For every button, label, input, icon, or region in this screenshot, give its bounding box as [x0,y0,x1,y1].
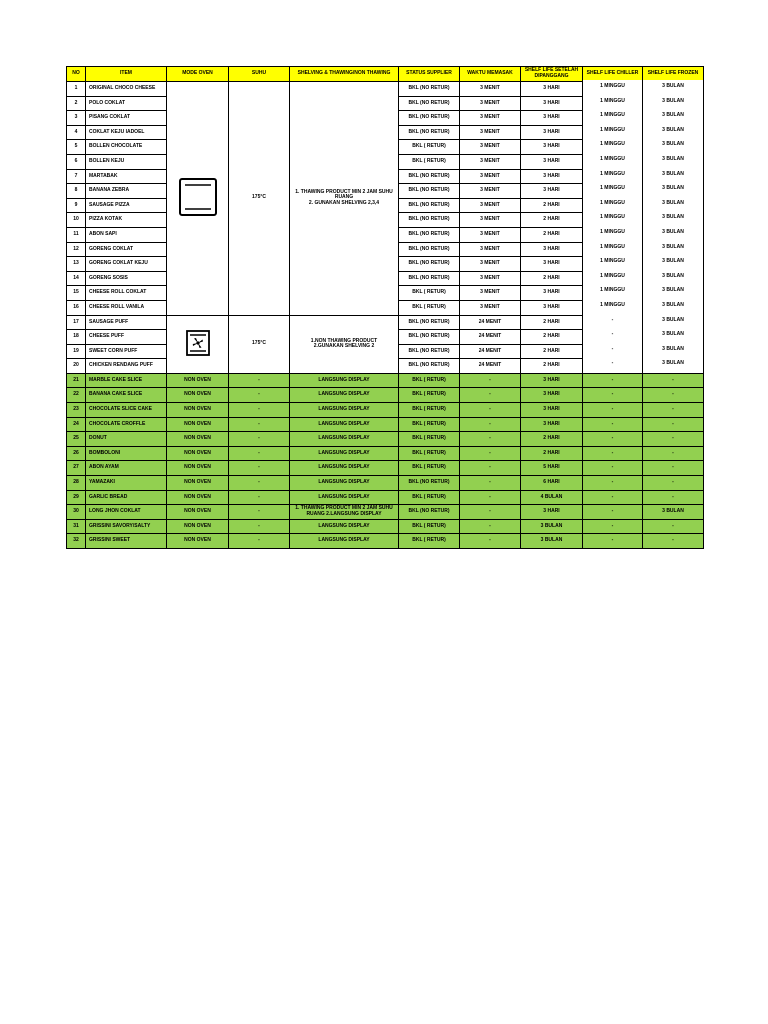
header-shelf-life-baked: SHELF LIFE SETELAH DIPANGGANG [521,67,583,82]
cell-no: 17 [67,315,86,330]
cell-shelf-life-chiller: 1 MINGGU [583,284,643,299]
cell-status-supplier: BKL (NO RETUR) [399,213,460,228]
cell-shelving: LANGSUNG DISPLAY [290,490,399,505]
cell-waktu-memasak: 24 MENIT [460,315,521,330]
cell-shelf-life-frozen: 3 BULAN [643,284,704,299]
cell-no: 21 [67,373,86,388]
cell-suhu: - [229,417,290,432]
cell-status-supplier: BKL ( RETUR) [399,432,460,447]
cell-waktu-memasak: 3 MENIT [460,257,521,272]
cell-shelf-life-chiller: 1 MINGGU [583,182,643,197]
cell-item: SWEET CORN PUFF [86,344,167,359]
header-shelving: SHELVING & THAWING/NON THAWING [290,67,399,82]
cell-mode-oven: NON OVEN [167,432,229,447]
cell-item: CHICKEN RENDANG PUFF [86,359,167,374]
cell-shelf-life-baked: 2 HARI [521,446,583,461]
cell-no: 7 [67,169,86,184]
cell-item: MARBLE CAKE SLICE [86,373,167,388]
cell-shelf-life-baked: 3 HARI [521,505,583,520]
cell-shelf-life-chiller: - [583,490,643,505]
cell-item: CHEESE PUFF [86,330,167,345]
cell-no: 15 [67,286,86,301]
cell-no: 13 [67,257,86,272]
cell-mode-oven: NON OVEN [167,388,229,403]
cell-status-supplier: BKL (NO RETUR) [399,96,460,111]
cell-shelf-life-chiller: - [583,432,643,447]
cell-shelf-life-baked: 2 HARI [521,315,583,330]
cell-shelf-life-baked: 3 HARI [521,257,583,272]
cell-shelf-life-chiller: - [583,342,643,357]
cell-no: 29 [67,490,86,505]
table-row [67,446,704,461]
cell-shelf-life-frozen: 3 BULAN [643,80,704,95]
cell-mode-oven: NON OVEN [167,476,229,491]
cell-mode-oven: NON OVEN [167,417,229,432]
cell-shelf-life-baked: 3 HARI [521,169,583,184]
cell-shelf-life-frozen: 3 BULAN [643,240,704,255]
cell-suhu: - [229,490,290,505]
cell-shelving-group: 1.NON THAWING PRODUCT 2.GUNAKAN SHELVING 2 [290,315,399,373]
cell-shelf-life-frozen: 3 BULAN [643,211,704,226]
cell-no: 30 [67,505,86,520]
cell-shelf-life-chiller: - [583,357,643,372]
cell-shelf-life-frozen: 3 BULAN [643,269,704,284]
cell-waktu-memasak: 3 MENIT [460,271,521,286]
cell-suhu: - [229,519,290,534]
header-suhu: SUHU [229,67,290,82]
cell-item: GORENG SOSIS [86,271,167,286]
cell-no: 26 [67,446,86,461]
cell-shelf-life-baked: 3 HARI [521,388,583,403]
cell-shelf-life-frozen: 3 BULAN [643,342,704,357]
table-body [67,82,704,549]
cell-status-supplier: BKL (NO RETUR) [399,257,460,272]
cell-waktu-memasak: 3 MENIT [460,213,521,228]
cell-waktu-memasak: 3 MENIT [460,242,521,257]
header-waktu-memasak: WAKTU MEMASAK [460,67,521,82]
cell-item: SAUSAGE PUFF [86,315,167,330]
cell-waktu-memasak: 3 MENIT [460,125,521,140]
cell-shelf-life-baked: 3 BULAN [521,519,583,534]
cell-status-supplier: BKL (NO RETUR) [399,125,460,140]
cell-mode-oven-group [167,82,229,316]
cell-status-supplier: BKL ( RETUR) [399,446,460,461]
cell-item: PISANG COKLAT [86,111,167,126]
cell-status-supplier: BKL ( RETUR) [399,519,460,534]
cell-waktu-memasak: 3 MENIT [460,140,521,155]
cell-suhu: - [229,432,290,447]
cell-shelf-life-frozen: - [643,461,704,476]
cell-waktu-memasak: - [460,403,521,418]
cell-suhu: - [229,388,290,403]
cell-status-supplier: BKL (NO RETUR) [399,330,460,345]
cell-shelf-life-chiller: - [583,313,643,328]
cell-no: 9 [67,198,86,213]
cell-shelf-life-frozen: - [643,534,704,549]
cell-mode-oven-group [167,315,229,373]
cell-shelf-life-baked: 3 HARI [521,96,583,111]
cell-no: 16 [67,300,86,315]
cell-item: BOLLEN KEJU [86,154,167,169]
cell-item: POLO COKLAT [86,96,167,111]
cell-shelf-life-baked: 3 HARI [521,111,583,126]
cell-shelf-life-baked: 2 HARI [521,344,583,359]
cell-item: DONUT [86,432,167,447]
cell-no: 5 [67,140,86,155]
cell-status-supplier: BKL (NO RETUR) [399,271,460,286]
cell-shelf-life-baked: 2 HARI [521,432,583,447]
cell-status-supplier: BKL (NO RETUR) [399,227,460,242]
header-no: NO [67,67,86,82]
cell-waktu-memasak: 24 MENIT [460,330,521,345]
cell-no: 20 [67,359,86,374]
cell-no: 10 [67,213,86,228]
cell-item: GORENG COKLAT KEJU [86,257,167,272]
cell-shelf-life-frozen: 3 BULAN [643,225,704,240]
cell-shelf-life-frozen: 3 BULAN [643,109,704,124]
header-item: ITEM [86,67,167,82]
cell-shelf-life-frozen: 3 BULAN [643,123,704,138]
cell-waktu-memasak: 3 MENIT [460,227,521,242]
cell-shelf-life-chiller: 1 MINGGU [583,240,643,255]
cell-item: ABON AYAM [86,461,167,476]
cell-mode-oven: NON OVEN [167,505,229,520]
cell-shelf-life-baked: 3 HARI [521,417,583,432]
cell-shelf-life-chiller: - [583,461,643,476]
cell-shelf-life-frozen: 3 BULAN [643,196,704,211]
cell-status-supplier: BKL (NO RETUR) [399,476,460,491]
cell-waktu-memasak: - [460,505,521,520]
cell-no: 12 [67,242,86,257]
cell-no: 8 [67,184,86,199]
cell-shelf-life-baked: 3 HARI [521,184,583,199]
cell-waktu-memasak: - [460,461,521,476]
cell-suhu: - [229,534,290,549]
cell-shelf-life-frozen: 3 BULAN [643,94,704,109]
table-row [67,373,704,388]
cell-shelf-life-frozen: 3 BULAN [643,313,704,328]
cell-item: YAMAZAKI [86,476,167,491]
cell-shelf-life-frozen: - [643,432,704,447]
cell-status-supplier: BKL (NO RETUR) [399,111,460,126]
cell-item: CHOCOLATE CROFFLE [86,417,167,432]
cell-status-supplier: BKL (NO RETUR) [399,344,460,359]
cell-item: COKLAT KEJU IADOEL [86,125,167,140]
cell-item: BANANA ZEBRA [86,184,167,199]
cell-mode-oven: NON OVEN [167,534,229,549]
cell-item: CHEESE ROLL VANILA [86,300,167,315]
header-shelf-life-chiller: SHELF LIFE CHILLER [583,67,643,82]
cell-status-supplier: BKL ( RETUR) [399,373,460,388]
cell-no: 25 [67,432,86,447]
cell-no: 18 [67,330,86,345]
cell-status-supplier: BKL ( RETUR) [399,154,460,169]
header-status-supplier: STATUS SUPPLIER [399,67,460,82]
cell-shelf-life-chiller: 1 MINGGU [583,196,643,211]
cell-shelf-life-baked: 3 HARI [521,154,583,169]
cell-shelf-life-baked: 2 HARI [521,213,583,228]
cell-waktu-memasak: - [460,519,521,534]
cell-shelf-life-chiller: 1 MINGGU [583,109,643,124]
cell-shelf-life-baked: 2 HARI [521,198,583,213]
cell-shelf-life-baked: 6 HARI [521,476,583,491]
cell-waktu-memasak: 3 MENIT [460,286,521,301]
table-row [67,476,704,491]
cell-waktu-memasak: - [460,373,521,388]
cell-no: 3 [67,111,86,126]
cell-mode-oven: NON OVEN [167,446,229,461]
cell-shelf-life-baked: 3 HARI [521,125,583,140]
cell-status-supplier: BKL (NO RETUR) [399,184,460,199]
cell-shelf-life-frozen: 3 BULAN [643,357,704,372]
cell-no: 24 [67,417,86,432]
cell-status-supplier: BKL ( RETUR) [399,490,460,505]
cell-shelving: LANGSUNG DISPLAY [290,476,399,491]
cell-shelf-life-baked: 3 HARI [521,403,583,418]
cell-no: 19 [67,344,86,359]
table-row [67,505,704,520]
table-row [67,432,704,447]
cell-shelf-life-baked: 3 HARI [521,286,583,301]
cell-shelf-life-frozen: - [643,373,704,388]
cell-no: 27 [67,461,86,476]
cell-shelf-life-chiller: 1 MINGGU [583,138,643,153]
cell-shelf-life-frozen: - [643,476,704,491]
cell-shelf-life-baked: 2 HARI [521,227,583,242]
cell-shelf-life-baked: 2 HARI [521,330,583,345]
cell-shelf-life-frozen: 3 BULAN [643,505,704,520]
cell-shelving: LANGSUNG DISPLAY [290,403,399,418]
cell-item: CHOCOLATE SLICE CAKE [86,403,167,418]
cell-item: LONG JHON COKLAT [86,505,167,520]
cell-shelf-life-baked: 3 BULAN [521,534,583,549]
cell-item: ORIGINAL CHOCO CHEESE [86,82,167,97]
cell-item: MARTABAK [86,169,167,184]
cell-shelf-life-baked: 3 HARI [521,242,583,257]
cell-status-supplier: BKL (NO RETUR) [399,242,460,257]
cell-status-supplier: BKL (NO RETUR) [399,169,460,184]
cell-no: 31 [67,519,86,534]
cell-shelf-life-frozen: 3 BULAN [643,298,704,313]
cell-shelf-life-chiller: 1 MINGGU [583,123,643,138]
cell-shelf-life-chiller: - [583,403,643,418]
cell-shelf-life-frozen: - [643,490,704,505]
cell-shelving: LANGSUNG DISPLAY [290,519,399,534]
table-row [67,534,704,549]
cell-shelf-life-chiller: - [583,388,643,403]
cell-shelving: LANGSUNG DISPLAY [290,461,399,476]
cell-status-supplier: BKL ( RETUR) [399,417,460,432]
cell-shelf-life-chiller: 1 MINGGU [583,152,643,167]
cell-shelving: LANGSUNG DISPLAY [290,373,399,388]
cell-waktu-memasak: 24 MENIT [460,359,521,374]
cell-waktu-memasak: - [460,534,521,549]
cell-suhu: - [229,505,290,520]
cell-shelf-life-chiller: 1 MINGGU [583,80,643,95]
cell-shelf-life-chiller: - [583,534,643,549]
cell-waktu-memasak: 24 MENIT [460,344,521,359]
cell-no: 2 [67,96,86,111]
cell-shelving-group: 1. THAWING PRODUCT MIN 2 JAM SUHU RUANG 2. GUNAKAN SHELVING 2,3,4 [290,82,399,316]
cell-shelf-life-baked: 3 HARI [521,82,583,97]
cell-no: 22 [67,388,86,403]
cell-waktu-memasak: 3 MENIT [460,82,521,97]
cell-item: PIZZA KOTAK [86,213,167,228]
cell-no: 32 [67,534,86,549]
cell-shelving: LANGSUNG DISPLAY [290,417,399,432]
convection-fan-icon [186,330,210,356]
cell-no: 11 [67,227,86,242]
table-row [67,461,704,476]
cell-shelf-life-chiller: 1 MINGGU [583,225,643,240]
cell-no: 1 [67,82,86,97]
cell-item: GARLIC BREAD [86,490,167,505]
cell-status-supplier: BKL ( RETUR) [399,140,460,155]
cell-waktu-memasak: 3 MENIT [460,300,521,315]
cell-shelving: LANGSUNG DISPLAY [290,534,399,549]
cell-status-supplier: BKL ( RETUR) [399,300,460,315]
cell-shelf-life-frozen: - [643,403,704,418]
cell-waktu-memasak: - [460,490,521,505]
table-row [67,490,704,505]
cell-shelf-life-frozen: 3 BULAN [643,182,704,197]
cell-item: ABON SAPI [86,227,167,242]
cell-waktu-memasak: 3 MENIT [460,184,521,199]
cell-waktu-memasak: - [460,417,521,432]
cell-status-supplier: BKL (NO RETUR) [399,82,460,97]
cell-shelving: LANGSUNG DISPLAY [290,446,399,461]
cell-waktu-memasak: 3 MENIT [460,169,521,184]
cell-waktu-memasak: 3 MENIT [460,198,521,213]
cell-shelf-life-baked: 2 HARI [521,359,583,374]
cell-shelf-life-chiller: - [583,476,643,491]
cell-status-supplier: BKL ( RETUR) [399,403,460,418]
cell-shelf-life-baked: 3 HARI [521,373,583,388]
cell-no: 28 [67,476,86,491]
cell-no: 6 [67,154,86,169]
cell-shelf-life-frozen: - [643,388,704,403]
header-shelf-life-frozen: SHELF LIFE FROZEN [643,67,704,82]
cell-item: BANANA CAKE SLICE [86,388,167,403]
cell-shelf-life-frozen: 3 BULAN [643,138,704,153]
cell-shelf-life-chiller: 1 MINGGU [583,255,643,270]
cell-waktu-memasak: 3 MENIT [460,154,521,169]
cell-item: CHEESE ROLL COKLAT [86,286,167,301]
cell-shelf-life-frozen: - [643,446,704,461]
cell-shelf-life-frozen: 3 BULAN [643,167,704,182]
cell-shelving: 1. THAWING PRODUCT MIN 2 JAM SUHU RUANG 2.LANGSUNG DISPLAY [290,505,399,520]
cell-no: 4 [67,125,86,140]
cell-mode-oven: NON OVEN [167,490,229,505]
cell-shelf-life-chiller: 1 MINGGU [583,94,643,109]
cell-shelf-life-chiller: - [583,446,643,461]
cell-shelf-life-chiller: 1 MINGGU [583,211,643,226]
cell-shelf-life-chiller: - [583,417,643,432]
cell-mode-oven: NON OVEN [167,519,229,534]
cell-shelf-life-chiller: - [583,505,643,520]
cell-suhu: - [229,403,290,418]
cell-waktu-memasak: - [460,432,521,447]
cell-shelf-life-baked: 4 BULAN [521,490,583,505]
cell-mode-oven: NON OVEN [167,373,229,388]
cell-item: GORENG COKLAT [86,242,167,257]
table-row [67,417,704,432]
shelf-life-table [66,66,704,549]
cell-mode-oven: NON OVEN [167,403,229,418]
cell-shelf-life-frozen: 3 BULAN [643,328,704,343]
cell-status-supplier: BKL (NO RETUR) [399,198,460,213]
cell-item: BOLLEN CHOCOLATE [86,140,167,155]
cell-shelf-life-baked: 3 HARI [521,300,583,315]
cell-shelf-life-baked: 2 HARI [521,271,583,286]
cell-shelf-life-frozen: - [643,417,704,432]
cell-shelf-life-baked: 3 HARI [521,140,583,155]
cell-shelf-life-frozen: 3 BULAN [643,152,704,167]
cell-shelf-life-chiller: 1 MINGGU [583,298,643,313]
cell-suhu-group: 175°C [229,315,290,373]
cell-item: GRISSINI SAVORY/SALTY [86,519,167,534]
cell-suhu: - [229,461,290,476]
cell-status-supplier: BKL (NO RETUR) [399,359,460,374]
cell-suhu: - [229,446,290,461]
cell-status-supplier: BKL ( RETUR) [399,534,460,549]
table-row [67,403,704,418]
cell-shelf-life-chiller: - [583,373,643,388]
table-row [67,519,704,534]
cell-item: SAUSAGE PIZZA [86,198,167,213]
cell-waktu-memasak: - [460,388,521,403]
cell-waktu-memasak: 3 MENIT [460,96,521,111]
cell-shelf-life-baked: 5 HARI [521,461,583,476]
cell-mode-oven: NON OVEN [167,461,229,476]
cell-suhu: - [229,373,290,388]
header-mode-oven: MODE OVEN [167,67,229,82]
cell-status-supplier: BKL ( RETUR) [399,461,460,476]
cell-no: 23 [67,403,86,418]
cell-shelving: LANGSUNG DISPLAY [290,432,399,447]
cell-waktu-memasak: - [460,446,521,461]
cell-waktu-memasak: 3 MENIT [460,111,521,126]
cell-status-supplier: BKL (NO RETUR) [399,315,460,330]
cell-shelf-life-chiller: 1 MINGGU [583,167,643,182]
cell-shelf-life-chiller: - [583,328,643,343]
cell-suhu-group: 175°C [229,82,290,316]
cell-shelving: LANGSUNG DISPLAY [290,388,399,403]
cell-no: 14 [67,271,86,286]
cell-shelf-life-frozen: - [643,519,704,534]
cell-status-supplier: BKL ( RETUR) [399,388,460,403]
cell-status-supplier: BKL ( RETUR) [399,286,460,301]
cell-waktu-memasak: - [460,476,521,491]
cell-item: BOMBOLONI [86,446,167,461]
cell-shelf-life-frozen: 3 BULAN [643,255,704,270]
cell-item: GRISSINI SWEET [86,534,167,549]
oven-icon [179,178,217,216]
cell-shelf-life-chiller: - [583,519,643,534]
cell-shelf-life-chiller: 1 MINGGU [583,269,643,284]
table-row [67,388,704,403]
cell-suhu: - [229,476,290,491]
cell-status-supplier: BKL (NO RETUR) [399,505,460,520]
